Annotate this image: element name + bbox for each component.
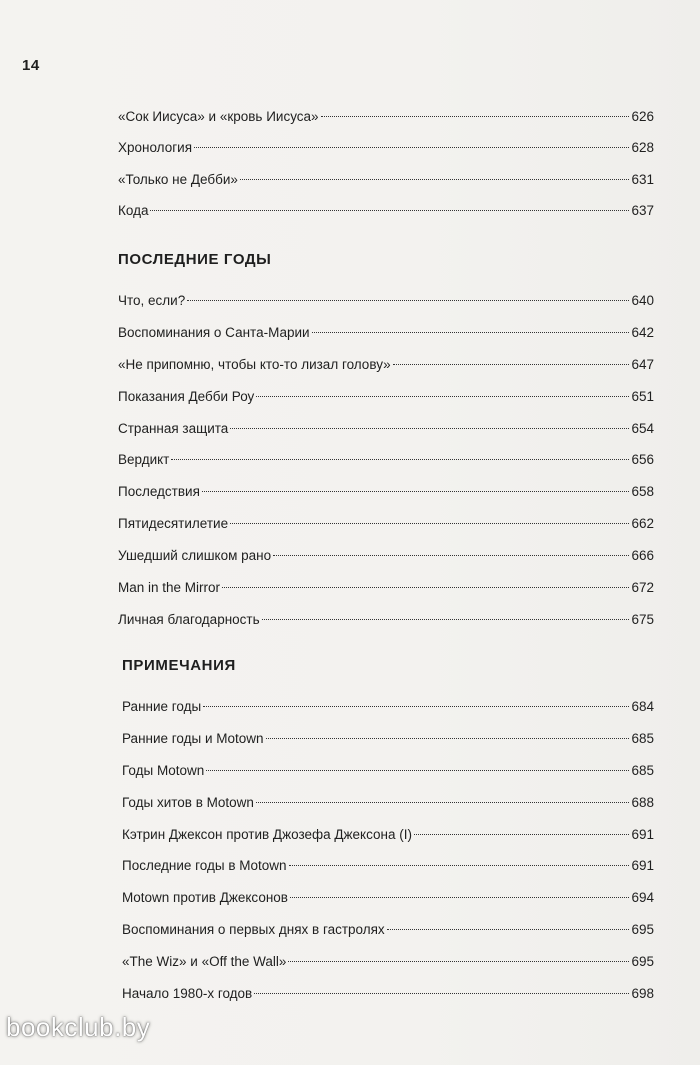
toc-entry-title: Ранние годы — [122, 699, 202, 714]
toc-entry-title: Странная защита — [118, 420, 229, 436]
dot-leader — [240, 179, 630, 180]
toc-entry-title: Воспоминания о первых днях в гастролях — [122, 922, 385, 938]
dot-leader — [187, 300, 629, 301]
dot-leader — [222, 587, 629, 588]
toc-entry-title: Что, если? — [118, 293, 186, 308]
toc-entry — [118, 195, 654, 226]
toc-entry-page: 656 — [631, 452, 654, 468]
toc-entry-page: 688 — [631, 794, 654, 810]
toc-entry-title: Годы Motown — [122, 762, 205, 778]
dot-leader — [230, 428, 629, 429]
toc-entry — [118, 572, 654, 604]
toc-entry-page: 695 — [631, 922, 654, 938]
dot-leader — [312, 332, 630, 333]
dot-leader — [171, 459, 629, 460]
toc-entry-title: Начало 1980-х годов — [122, 986, 253, 1002]
dot-leader — [202, 491, 630, 492]
toc-list — [122, 691, 654, 1010]
toc-entry-title: Пятидесятилетие — [118, 516, 229, 532]
toc-entry — [118, 317, 654, 349]
toc-entry — [122, 723, 654, 755]
toc-entry — [118, 508, 654, 540]
dot-leader — [206, 770, 629, 771]
toc-entry-page: 685 — [631, 762, 654, 778]
toc-entry-page: 695 — [631, 954, 654, 970]
toc-entry — [118, 413, 654, 445]
toc-entry-page: 691 — [631, 826, 654, 842]
dot-leader — [262, 619, 630, 620]
toc-entry-page: 642 — [631, 324, 654, 340]
toc-entry-title: «The Wiz» и «Off the Wall» — [122, 954, 287, 970]
dot-leader — [321, 116, 630, 117]
dot-leader — [289, 865, 630, 866]
toc-list — [118, 285, 654, 636]
toc-entry-title: Воспоминания о Санта-Марии — [118, 324, 310, 340]
toc-entry-title: Man in the Mirror — [118, 580, 221, 596]
toc-entry-title: Годы хитов в Motown — [122, 794, 254, 810]
toc-entry — [118, 132, 654, 163]
toc-entry-page: 675 — [631, 611, 654, 627]
toc-entry-title: Кода — [118, 202, 149, 218]
dot-leader — [393, 364, 630, 365]
toc-entry-page: 631 — [631, 171, 654, 187]
toc-entry — [118, 285, 654, 317]
toc-section-last-years — [118, 250, 654, 636]
toc-entry — [118, 349, 654, 381]
toc-entry-title: Последствия — [118, 484, 200, 500]
dot-leader — [288, 961, 629, 962]
toc-entry-page: 672 — [631, 580, 654, 596]
toc-entry-page: 691 — [631, 858, 654, 874]
page-number: 14 — [22, 57, 40, 74]
toc-continued — [118, 101, 654, 226]
toc-entry-title: Вердикт — [118, 452, 170, 468]
toc-entry-page: 658 — [631, 484, 654, 500]
section-title: ПОСЛЕДНИЕ ГОДЫ — [118, 251, 272, 268]
toc-entry-page: 694 — [631, 890, 654, 906]
toc-entry — [118, 444, 654, 476]
section-title: ПРИМЕЧАНИЯ — [122, 657, 236, 674]
toc-entry — [118, 540, 654, 572]
toc-entry — [122, 914, 654, 946]
dot-leader — [266, 738, 630, 739]
dot-leader — [254, 993, 629, 994]
dot-leader — [203, 706, 629, 707]
toc-entry — [122, 882, 654, 914]
toc-entry-title: Кэтрин Джексон против Джозефа Джексона (I) — [122, 826, 412, 842]
toc-entry-title: «Сок Иисуса» и «кровь Иисуса» — [118, 109, 319, 124]
toc-entry-page: 647 — [631, 356, 654, 372]
toc-entry — [122, 755, 654, 787]
toc-entry — [122, 819, 654, 851]
toc-entry — [122, 850, 654, 882]
toc-entry-page: 685 — [631, 730, 654, 746]
toc-entry-page: 637 — [631, 202, 654, 218]
toc-entry-page: 651 — [631, 388, 654, 404]
toc-entry — [122, 691, 654, 723]
toc-entry-title: Хронология — [118, 140, 192, 156]
toc-entry-title: Ушедший слишком рано — [118, 548, 272, 564]
dot-leader — [230, 523, 629, 524]
toc-entry — [118, 164, 654, 195]
toc-entry — [118, 604, 654, 636]
toc-entry-page: 662 — [631, 516, 654, 532]
watermark: bookclub.by — [6, 1012, 151, 1042]
toc-entry-title: Личная благодарность — [118, 611, 260, 627]
toc-entry — [118, 476, 654, 508]
toc-entry-title: Последние годы в Motown — [122, 858, 287, 874]
toc-entry-page: 654 — [631, 420, 654, 436]
toc-entry-title: «Не припомню, чтобы кто-то лизал голову» — [118, 356, 391, 372]
toc-entry — [118, 381, 654, 413]
dot-leader — [256, 396, 629, 397]
dot-leader — [256, 802, 630, 803]
toc-entry-page: 698 — [631, 986, 654, 1002]
toc-section-notes — [122, 656, 654, 1010]
toc-entry-title: Показания Дебби Роу — [118, 388, 255, 404]
toc-entry-page: 628 — [631, 140, 654, 156]
toc-list — [118, 101, 654, 226]
dot-leader — [290, 897, 629, 898]
toc-entry-title: Motown против Джексонов — [122, 890, 288, 906]
toc-entry — [122, 978, 654, 1010]
toc-entry-page: 684 — [631, 699, 654, 714]
toc-entry — [122, 787, 654, 819]
toc-entry-title: «Только не Дебби» — [118, 171, 238, 187]
dot-leader — [194, 147, 629, 148]
dot-leader — [414, 834, 629, 835]
toc-entry-title: Ранние годы и Motown — [122, 730, 264, 746]
dot-leader — [273, 555, 629, 556]
toc-entry-page: 626 — [631, 109, 654, 124]
toc-entry — [122, 946, 654, 978]
toc-entry — [118, 101, 654, 132]
toc-entry-page: 666 — [631, 548, 654, 564]
toc-entry-page: 640 — [631, 293, 654, 308]
dot-leader — [150, 210, 629, 211]
dot-leader — [387, 929, 630, 930]
